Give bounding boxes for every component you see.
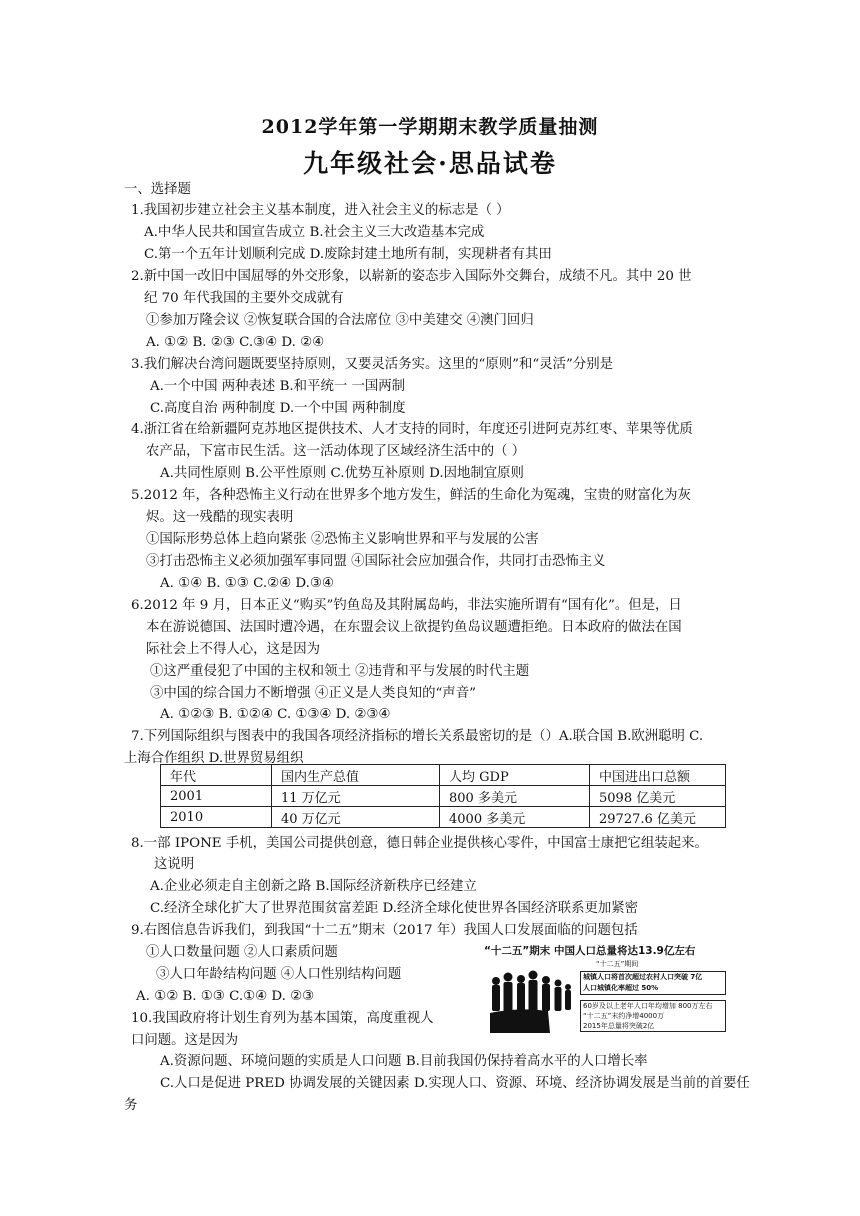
- option-line: C.人口是促进 PRED 协调发展的关键因素 D.实现人口、资源、环境、经济协调发展是当前的首要任: [160, 1076, 750, 1091]
- table-header-row: [161, 765, 726, 786]
- statement-line: ③打击恐怖主义必须加强军事同盟 ④国际社会应加强合作，共同打击恐怖主义: [146, 554, 606, 569]
- question-text: 8.一部 IPONE 手机，美国公司提供创意，德日韩企业提供核心零件，中国富士康把它组装起来。: [131, 836, 708, 851]
- table-cell: 2001: [161, 786, 272, 807]
- aging-box: [580, 1000, 726, 1032]
- statement-line: ①人口数量问题 ②人口素质问题: [146, 945, 338, 960]
- table-cell: 2010: [161, 807, 272, 828]
- option-line: A. ①② B. ②③ C.③④ D. ②④: [146, 335, 325, 350]
- option-line: A.中华人民共和国宣告成立 B.社会主义三大改造基本完成: [144, 225, 485, 240]
- question-text: 6.2012 年 9 月，日本正义“购买”钓鱼岛及其附属岛屿，非法实施所谓有“国有化”。但是，日: [131, 598, 682, 613]
- question-text: 10.我国政府将计划生育列为基本国策，高度重视人: [131, 1011, 434, 1026]
- table-row: [161, 807, 726, 828]
- table-header-cell: 年代: [161, 765, 272, 786]
- info-line: 60岁及以上老年人口年均增加 800万左右: [583, 1002, 713, 1010]
- info-line: 2015年总量将突破2亿: [583, 1022, 655, 1030]
- population-infographic: [478, 943, 728, 1033]
- option-line: C.高度自治 两种制度 D.一个中国 两种制度: [150, 401, 406, 416]
- option-line: A. ①② B. ①③ C.①④ D. ②③: [136, 989, 315, 1004]
- question-text: 7.下列国际组织与图表中的我国各项经济指标的增长关系最密切的是（）A.联合国 B.欧洲聪明 C.: [131, 729, 704, 744]
- question-text: 9.右图信息告诉我们，到我国“十二五”期末（2017 年）我国人口发展面临的问题包括: [131, 923, 638, 938]
- exam-subtitle: 九年级社会·思品试卷: [303, 149, 557, 178]
- table-cell: 11 万亿元: [272, 786, 440, 807]
- option-line: C.经济全球化扩大了世界范围贫富差距 D.经济全球化使世界各国经济联系更加紧密: [150, 901, 639, 916]
- option-line: A.一个中国 两种表述 B.和平统一 一国两制: [150, 379, 406, 394]
- question-text: 农产品，下富市民生活。这一活动体现了区域经济生活中的（ ）: [146, 444, 526, 459]
- question-text: 4.浙江省在给新疆阿克苏地区提供技术、人才支持的同时，年度还引进阿克苏红枣、苹果等优质: [131, 422, 693, 437]
- info-line: 城镇人口将首次超过农村人口突破 7亿: [583, 973, 703, 981]
- option-line: A. ①②③ B. ①②④ C. ①③④ D. ②③④: [160, 707, 391, 722]
- option-line: C.第一个五年计划顺利完成 D.废除封建土地所有制，实现耕者有其田: [144, 247, 552, 262]
- question-text: 2.新中国一改旧中国屈辱的外交形象，以崭新的姿态步入国际外交舞台，成绩不凡。其中 20 世: [131, 269, 692, 284]
- question-text: 5.2012 年，各种恐怖主义行动在世界多个地方发生，鲜活的生命化为冤魂，宝贵的财富化为灰: [131, 488, 691, 503]
- option-line: A.企业必须走自主创新之路 B.国际经济新秩序已经建立: [150, 879, 477, 894]
- option-line: A.资源问题、环境问题的实质是人口问题 B.目前我国仍保持着高水平的人口增长率: [160, 1054, 648, 1069]
- table-cell: 4000 多美元: [440, 807, 590, 828]
- urbanization-box: [580, 971, 726, 995]
- table-cell: 40 万亿元: [272, 807, 440, 828]
- option-line: A. ①④ B. ①③ C.②④ D.③④: [160, 576, 334, 591]
- table-cell: 5098 亿美元: [590, 786, 726, 807]
- option-line: 务: [124, 1098, 138, 1113]
- statement-line: ①参加万隆会议 ②恢复联合国的合法席位 ③中美建交 ④澳门回归: [146, 313, 534, 328]
- statement-line: ③人口年龄结构问题 ④人口性别结构问题: [156, 967, 402, 982]
- question-text: 烬。这一残酷的现实表明: [146, 510, 294, 525]
- table-header-cell: 人均 GDP: [440, 765, 590, 786]
- table-header-cell: 国内生产总值: [272, 765, 440, 786]
- question-text: 1.我国初步建立社会主义基本制度，进入社会主义的标志是（ ）: [131, 203, 510, 218]
- question-text: 这说明: [154, 857, 195, 872]
- question-text: 本在游说德国、法国时遭冷遇，在东盟会议上欲提钓鱼岛议题遭拒绝。日本政府的做法在国: [146, 620, 682, 635]
- statement-line: ①国际形势总体上趋向紧张 ②恐怖主义影响世界和平与发展的公害: [146, 532, 539, 547]
- exam-title: 2012学年第一学期期末教学质量抽测: [261, 116, 599, 138]
- question-text: 际社会上不得人心，这是因为: [146, 642, 321, 657]
- infographic-heading: “十二五”期末 中国人口总量将达13.9亿左右: [484, 945, 696, 957]
- infographic-subheading: “十二五”期间: [596, 960, 639, 968]
- table-cell: 800 多美元: [440, 786, 590, 807]
- table-row: [161, 786, 726, 807]
- question-text: 3.我们解决台湾问题既要坚持原则，又要灵活务实。这里的“原则”和“灵活”分别是: [131, 357, 614, 372]
- statement-line: ①这严重侵犯了中国的主权和领土 ②违背和平与发展的时代主题: [150, 664, 530, 679]
- statement-line: ③中国的综合国力不断增强 ④正义是人类良知的“声音”: [150, 686, 476, 701]
- info-line: 人口城镇化率超过 50%: [583, 984, 659, 992]
- economic-indicators-table: [160, 764, 726, 828]
- section-heading: 一、选择题: [124, 182, 191, 197]
- crowd-silhouette-icon: [488, 963, 576, 1033]
- question-text: 纪 70 年代我国的主要外交成就有: [144, 291, 344, 306]
- info-line: “十二五”末约净增4000万: [583, 1012, 665, 1020]
- table-cell: 29727.6 亿美元: [590, 807, 726, 828]
- question-text: 上海合作组织 D.世界贸易组织: [124, 751, 304, 766]
- option-line: A.共同性原则 B.公平性原则 C.优势互补原则 D.因地制宜原则: [160, 466, 524, 481]
- question-text: 口问题。这是因为: [131, 1033, 239, 1048]
- table-header-cell: 中国进出口总额: [590, 765, 726, 786]
